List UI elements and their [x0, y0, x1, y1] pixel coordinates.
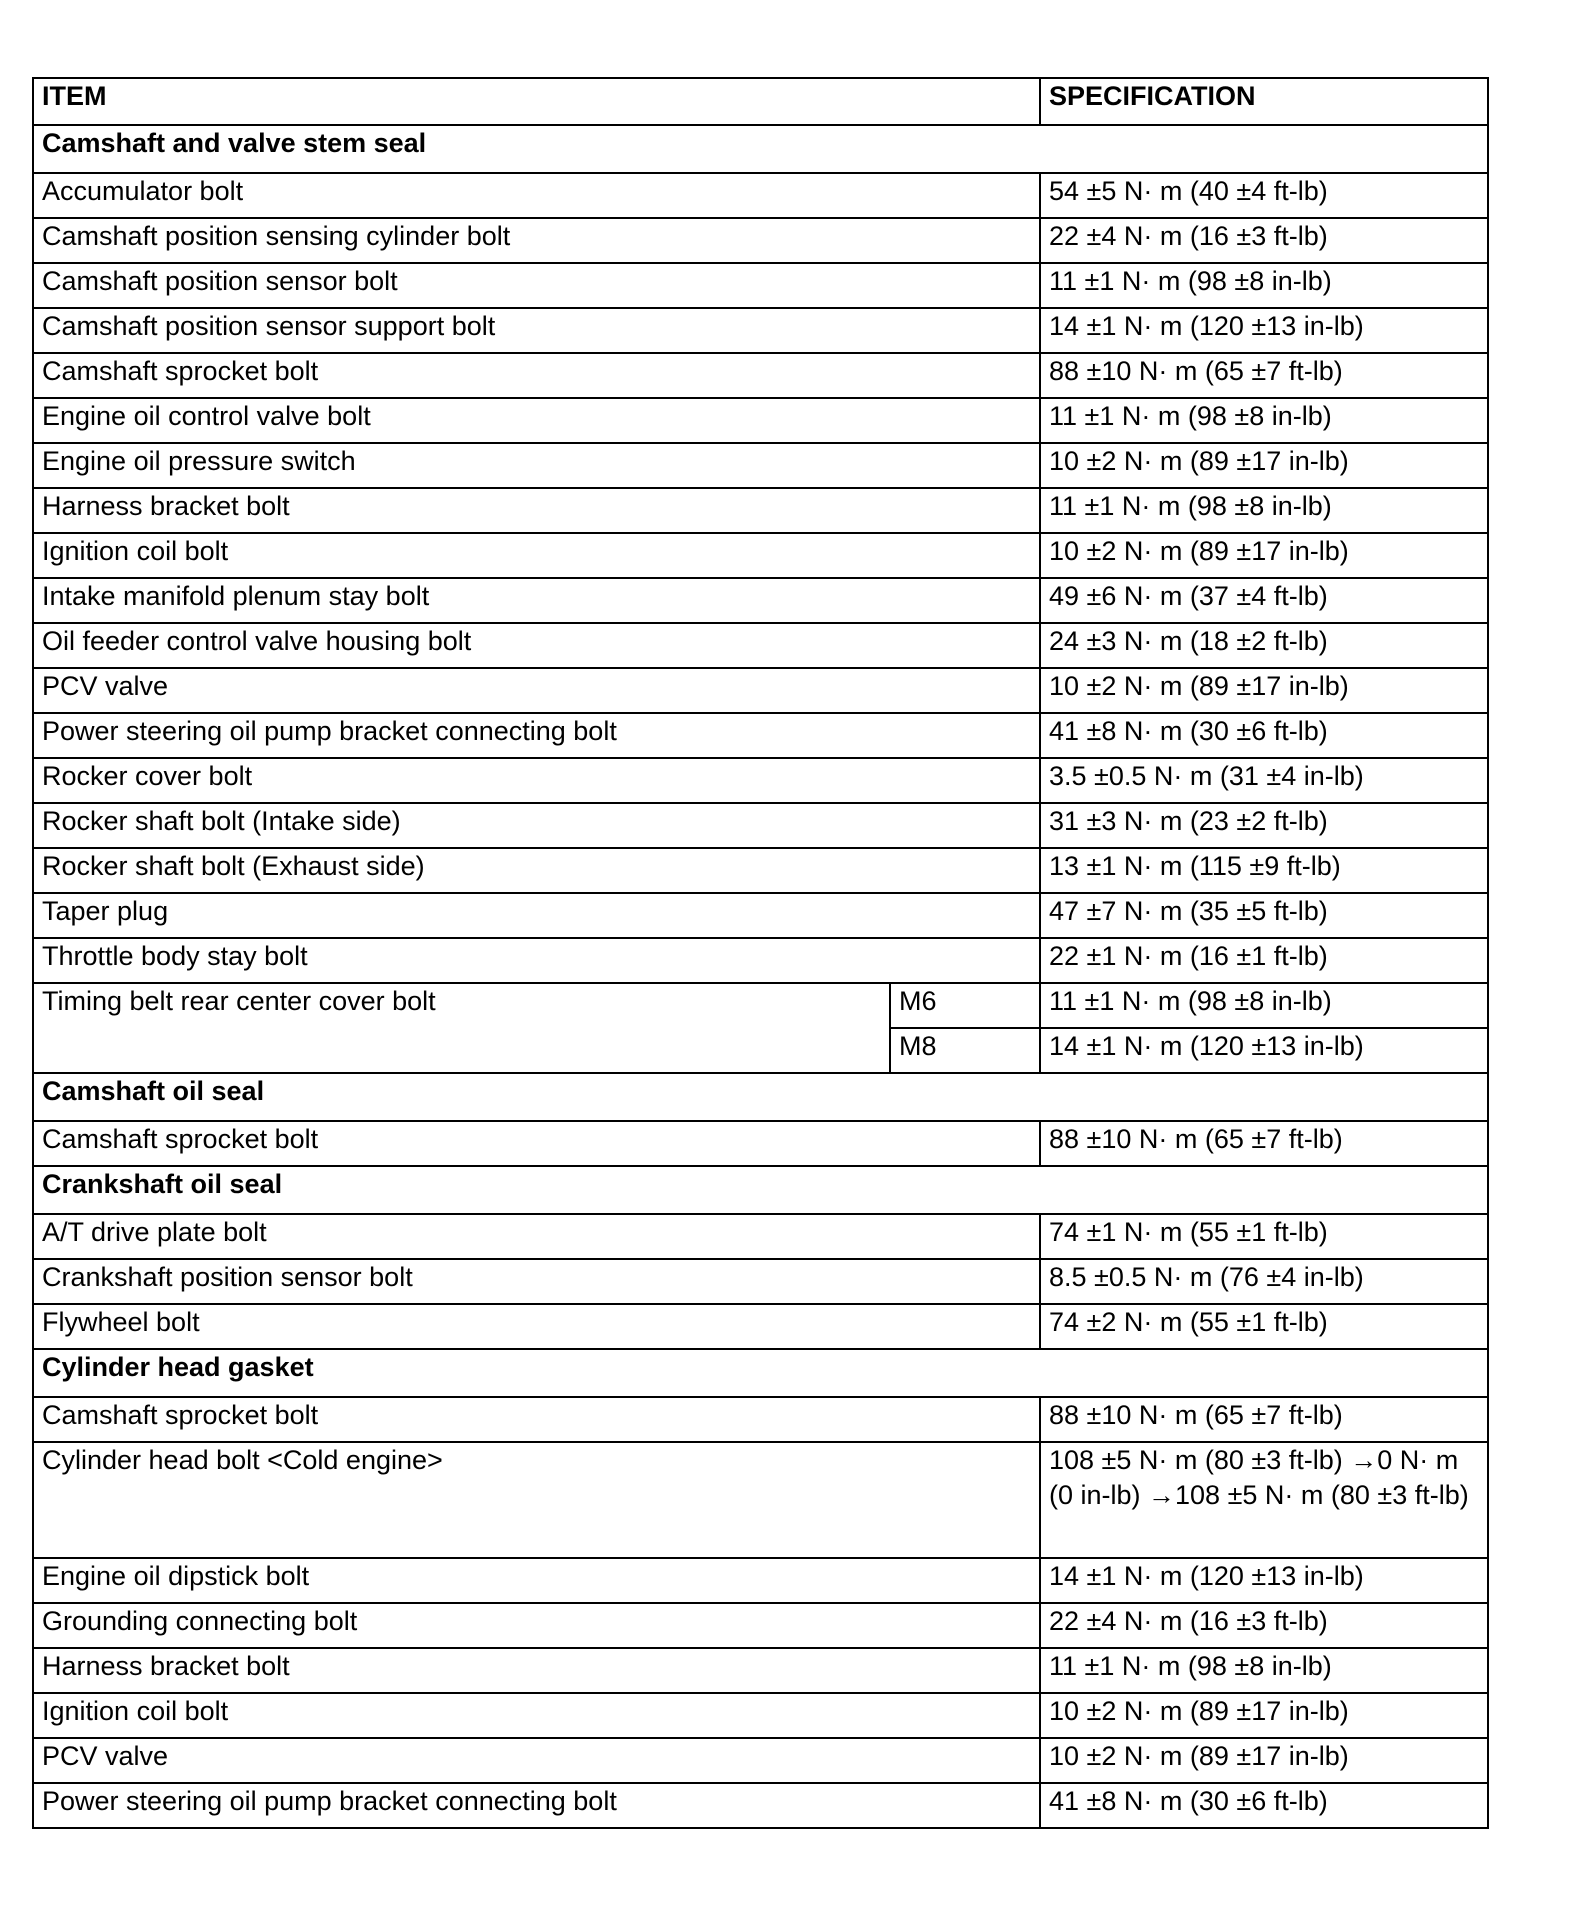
- section-row: [33, 1349, 1488, 1397]
- spec-cell: 11 ±1 N· m (98 ±8 in-lb): [1040, 398, 1488, 443]
- table-row: [33, 173, 1488, 218]
- item-cell: Harness bracket bolt: [33, 1648, 1040, 1693]
- table-row: [33, 713, 1488, 758]
- section-row: [33, 1166, 1488, 1214]
- spec-cell: 74 ±1 N· m (55 ±1 ft-lb): [1040, 1214, 1488, 1259]
- spec-cell: 13 ±1 N· m (115 ±9 ft-lb): [1040, 848, 1488, 893]
- table-row: [33, 533, 1488, 578]
- item-cell: Crankshaft position sensor bolt: [33, 1259, 1040, 1304]
- spec-cell: 41 ±8 N· m (30 ±6 ft-lb): [1040, 1783, 1488, 1828]
- table-row: [33, 983, 1488, 1028]
- table-row: [33, 1442, 1488, 1558]
- section-row: [33, 1073, 1488, 1121]
- spec-cell: 49 ±6 N· m (37 ±4 ft-lb): [1040, 578, 1488, 623]
- item-cell: Engine oil pressure switch: [33, 443, 1040, 488]
- spec-cell: 14 ±1 N· m (120 ±13 in-lb): [1040, 1558, 1488, 1603]
- spec-cell: 14 ±1 N· m (120 ±13 in-lb): [1040, 308, 1488, 353]
- item-cell: Engine oil control valve bolt: [33, 398, 1040, 443]
- item-cell: Rocker shaft bolt (Intake side): [33, 803, 1040, 848]
- item-cell: Flywheel bolt: [33, 1304, 1040, 1349]
- item-cell: Rocker cover bolt: [33, 758, 1040, 803]
- table-row: [33, 848, 1488, 893]
- spec-cell: 10 ±2 N· m (89 ±17 in-lb): [1040, 1693, 1488, 1738]
- item-cell: Accumulator bolt: [33, 173, 1040, 218]
- spec-cell: 22 ±4 N· m (16 ±3 ft-lb): [1040, 218, 1488, 263]
- section-title: Camshaft oil seal: [33, 1073, 1488, 1121]
- table-row: [33, 398, 1488, 443]
- table-row: [33, 668, 1488, 713]
- section-title: Camshaft and valve stem seal: [33, 125, 1488, 173]
- table-row: [33, 623, 1488, 668]
- item-cell: Oil feeder control valve housing bolt: [33, 623, 1040, 668]
- table-row: [33, 1558, 1488, 1603]
- spec-cell: 8.5 ±0.5 N· m (76 ±4 in-lb): [1040, 1259, 1488, 1304]
- spec-cell: 54 ±5 N· m (40 ±4 ft-lb): [1040, 173, 1488, 218]
- item-cell: PCV valve: [33, 1738, 1040, 1783]
- header-specification: SPECIFICATION: [1040, 78, 1488, 125]
- table-row: [33, 263, 1488, 308]
- item-cell: Cylinder head bolt <Cold engine>: [33, 1442, 1040, 1558]
- spec-cell: 31 ±3 N· m (23 ±2 ft-lb): [1040, 803, 1488, 848]
- item-cell: Taper plug: [33, 893, 1040, 938]
- section-title: Cylinder head gasket: [33, 1349, 1488, 1397]
- table-row: [33, 308, 1488, 353]
- section-row: [33, 125, 1488, 173]
- spec-cell: 11 ±1 N· m (98 ±8 in-lb): [1040, 1648, 1488, 1693]
- item-cell: Ignition coil bolt: [33, 1693, 1040, 1738]
- table-row: [33, 443, 1488, 488]
- spec-cell: 14 ±1 N· m (120 ±13 in-lb): [1040, 1028, 1488, 1073]
- header-item: ITEM: [33, 78, 1040, 125]
- table-row: [33, 353, 1488, 398]
- spec-cell: 74 ±2 N· m (55 ±1 ft-lb): [1040, 1304, 1488, 1349]
- spec-cell: 10 ±2 N· m (89 ±17 in-lb): [1040, 1738, 1488, 1783]
- item-cell: Ignition coil bolt: [33, 533, 1040, 578]
- table-row: [33, 218, 1488, 263]
- spec-cell: 10 ±2 N· m (89 ±17 in-lb): [1040, 533, 1488, 578]
- item-cell: Power steering oil pump bracket connecting bolt: [33, 1783, 1040, 1828]
- table-row: [33, 578, 1488, 623]
- spec-cell: 3.5 ±0.5 N· m (31 ±4 in-lb): [1040, 758, 1488, 803]
- table-row: [33, 1397, 1488, 1442]
- spec-cell: 22 ±4 N· m (16 ±3 ft-lb): [1040, 1603, 1488, 1648]
- spec-cell: 88 ±10 N· m (65 ±7 ft-lb): [1040, 353, 1488, 398]
- spec-cell: 10 ±2 N· m (89 ±17 in-lb): [1040, 443, 1488, 488]
- table-row: [33, 1121, 1488, 1166]
- table-row: [33, 488, 1488, 533]
- item-cell: A/T drive plate bolt: [33, 1214, 1040, 1259]
- spec-cell: 41 ±8 N· m (30 ±6 ft-lb): [1040, 713, 1488, 758]
- item-cell: Intake manifold plenum stay bolt: [33, 578, 1040, 623]
- table-row: [33, 803, 1488, 848]
- size-cell: M8: [890, 1028, 1040, 1073]
- table-row: [33, 1304, 1488, 1349]
- table-row: [33, 938, 1488, 983]
- spec-cell: 11 ±1 N· m (98 ±8 in-lb): [1040, 983, 1488, 1028]
- section-title: Crankshaft oil seal: [33, 1166, 1488, 1214]
- spec-cell: 88 ±10 N· m (65 ±7 ft-lb): [1040, 1121, 1488, 1166]
- item-cell: PCV valve: [33, 668, 1040, 713]
- size-cell: M6: [890, 983, 1040, 1028]
- table-row: [33, 1783, 1488, 1828]
- spec-cell: 108 ±5 N· m (80 ±3 ft-lb) →0 N· m (0 in-lb) →108 ±5 N· m (80 ±3 ft-lb): [1040, 1442, 1488, 1558]
- spec-cell: 22 ±1 N· m (16 ±1 ft-lb): [1040, 938, 1488, 983]
- item-cell: Throttle body stay bolt: [33, 938, 1040, 983]
- item-cell: Harness bracket bolt: [33, 488, 1040, 533]
- table-row: [33, 1693, 1488, 1738]
- item-cell: Camshaft sprocket bolt: [33, 1397, 1040, 1442]
- table-row: [33, 1738, 1488, 1783]
- spec-cell: 11 ±1 N· m (98 ±8 in-lb): [1040, 488, 1488, 533]
- table-row: [33, 1648, 1488, 1693]
- table-row: [33, 893, 1488, 938]
- table-row: [33, 1259, 1488, 1304]
- item-cell: Camshaft sprocket bolt: [33, 353, 1040, 398]
- item-cell: Grounding connecting bolt: [33, 1603, 1040, 1648]
- item-cell: Camshaft position sensor bolt: [33, 263, 1040, 308]
- spec-cell: 88 ±10 N· m (65 ±7 ft-lb): [1040, 1397, 1488, 1442]
- item-cell: Camshaft sprocket bolt: [33, 1121, 1040, 1166]
- table-row: [33, 1214, 1488, 1259]
- header-row: [33, 78, 1488, 125]
- item-cell: Timing belt rear center cover bolt: [33, 983, 890, 1073]
- spec-cell: 47 ±7 N· m (35 ±5 ft-lb): [1040, 893, 1488, 938]
- item-cell: Camshaft position sensor support bolt: [33, 308, 1040, 353]
- table-row: [33, 758, 1488, 803]
- table-row: [33, 1603, 1488, 1648]
- spec-cell: 10 ±2 N· m (89 ±17 in-lb): [1040, 668, 1488, 713]
- spec-cell: 24 ±3 N· m (18 ±2 ft-lb): [1040, 623, 1488, 668]
- spec-cell: 11 ±1 N· m (98 ±8 in-lb): [1040, 263, 1488, 308]
- item-cell: Engine oil dipstick bolt: [33, 1558, 1040, 1603]
- item-cell: Rocker shaft bolt (Exhaust side): [33, 848, 1040, 893]
- item-cell: Camshaft position sensing cylinder bolt: [33, 218, 1040, 263]
- torque-spec-table: [32, 77, 1489, 1829]
- item-cell: Power steering oil pump bracket connecting bolt: [33, 713, 1040, 758]
